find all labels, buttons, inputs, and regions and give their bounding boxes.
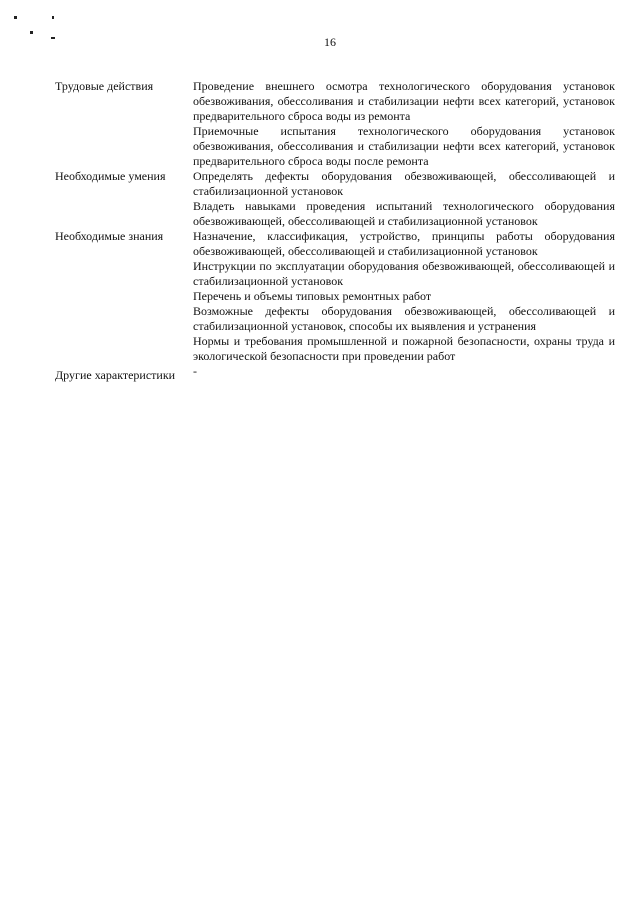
scan-speck <box>30 31 33 34</box>
row-item: Проведение внешнего осмотра технологического оборудования установок обезвоживания, обессоливания и стабилизации нефти всех категорий, установок предварительного сброса воды из ремонта <box>193 79 615 123</box>
row-other-characteristics <box>55 364 615 383</box>
row-item: Перечень и объемы типовых ремонтных работ <box>193 289 432 303</box>
row-label: Необходимые знания <box>55 229 164 243</box>
row-items <box>193 169 615 229</box>
row-labor-actions <box>55 79 615 169</box>
row-item: Нормы и требования промышленной и пожарной безопасности, охраны труда и экологической безопасности при проведении работ <box>193 334 615 363</box>
row-required-skills <box>55 169 615 229</box>
row-items <box>193 229 615 364</box>
qualification-table <box>55 79 615 383</box>
row-item: Назначение, классификация, устройство, принципы работы оборудования обезвоживающей, обессоливающей и стабилизационной установок <box>193 229 615 258</box>
row-required-knowledge <box>55 229 615 364</box>
scan-speck <box>52 16 54 19</box>
page-number: 16 <box>324 35 336 49</box>
row-items <box>193 364 615 379</box>
row-item: Определять дефекты оборудования обезвоживающей, обессоливающей и стабилизационной установок <box>193 169 615 198</box>
row-label: Трудовые действия <box>55 79 154 93</box>
row-items <box>193 79 615 169</box>
row-label: Необходимые умения <box>55 169 166 183</box>
row-label: Другие характеристики <box>55 368 176 382</box>
scan-speck <box>14 16 17 19</box>
row-item: - <box>193 364 197 378</box>
row-item: Возможные дефекты оборудования обезвоживающей, обессоливающей и стабилизационной установок, способы их выявления и устранения <box>193 304 615 333</box>
row-item: Владеть навыками проведения испытаний технологического оборудования обезвоживающей, обессоливающей и стабилизационной установок <box>193 199 615 228</box>
row-item: Инструкции по эксплуатации оборудования обезвоживающей, обессоливающей и стабилизационной установок <box>193 259 615 288</box>
row-item: Приемочные испытания технологического оборудования установок обезвоживания, обессоливания и стабилизации нефти всех категорий, установок предварительного сброса воды после ремонта <box>193 124 615 168</box>
